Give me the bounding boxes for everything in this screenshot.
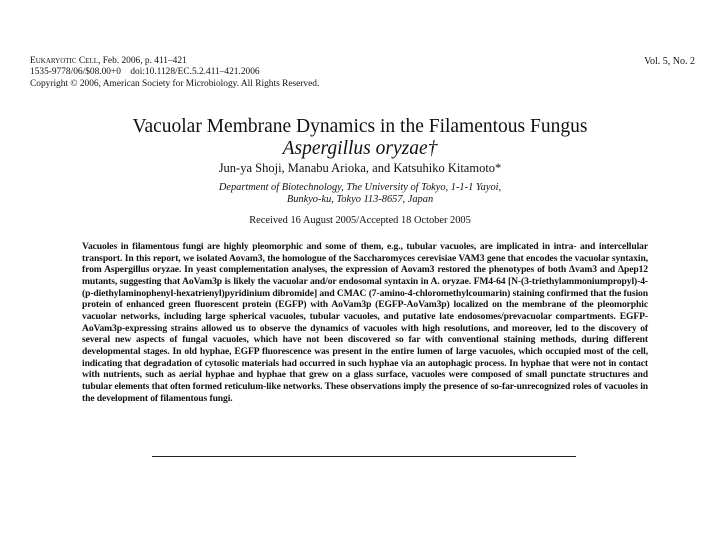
affiliation-line-2: Bunkyo-ku, Tokyo 113-8657, Japan — [286, 194, 434, 205]
received-accepted-dates: Received 16 August 2005/Accepted 18 October 2005 — [249, 215, 471, 226]
affiliation — [0, 182, 720, 206]
paper-title — [0, 116, 720, 160]
journal-header — [30, 56, 319, 90]
copyright-line: Copyright © 2006, American Society for Microbiology. All Rights Reserved. — [30, 78, 320, 89]
journal-citation — [30, 56, 319, 67]
issn-doi-line: 1535-9778/06/$08.00+0 doi:10.1128/EC.5.2.411–421.2006 — [30, 67, 260, 78]
journal-citation-details: , Feb. 2006, p. 411–421 — [98, 56, 187, 66]
section-divider — [152, 456, 576, 457]
author-list: Jun-ya Shoji, Manabu Arioka, and Katsuhiko Kitamoto* — [218, 161, 502, 175]
abstract — [82, 241, 648, 404]
paper-title-line-2: Aspergillus oryzae† — [282, 138, 438, 159]
affiliation-line-1: Department of Biotechnology, The University of Tokyo, 1-1-1 Yayoi, — [218, 182, 502, 193]
abstract-text: Vacuoles in filamentous fungi are highly pleomorphic and some of them, e.g., tubular vacuoles, are implicated in intra- and intercellular transport. In this report, we isolated Aovam3, the homologue of the Saccharomyces cerevisiae VAM3 gene that encodes the vacuolar syntaxin, from Aspergillus oryzae. In yeast complementation analyses, the expression of Aovam3 restored the phenotypes of both Δvam3 and Δpep12 mutants, suggesting that AoVam3p is likely the vacuolar and/or endosomal syntaxin in A. oryzae. FM4-64 [N-(3-triethylammoniumpropyl)-4-(p-diethylaminophenyl-hexatrienyl)pyridinium dibromide] and CMAC (7-amino-4-chloromethylcoumarin) staining confirmed that the fusion protein of enhanced green fluorescent protein (EGFP) with AoVam3p (EGFP-AoVam3p) localized on the membrane of the pleomorphic vacuolar networks, including large spherical vacuoles, tubular vacuoles, and putative late endosomes/prevacuolar compartments. EGFP-AoVam3p-expressing strains allowed us to observe the dynamics of vacuoles with high resolutions, and moreover, led to the discovery of several new aspects of fungal vacuoles, which have not been discovered so far with conventional staining methods, during different developmental stages. In old hyphae, EGFP fluorescence was present in the entire lumen of large vacuoles, which occupied most of the cell, indicating that degradation of cytosolic materials had occurred in such hyphae via an autophagic process. In hyphae that were not in contact with nutrients, such as aerial hyphae and hyphae that grew on a glass surface, vacuoles were composed of small punctate structures and tubular elements that often formed reticulum-like networks. These observations imply the presence of so-far-unrecognized roles of vacuoles in the development of filamentous fungi. — [82, 241, 648, 404]
journal-name: Eukaryotic Cell — [30, 56, 98, 66]
volume-issue: Vol. 5, No. 2 — [644, 56, 695, 67]
paper-title-line-1: Vacuolar Membrane Dynamics in the Filamentous Fungus — [132, 116, 588, 137]
